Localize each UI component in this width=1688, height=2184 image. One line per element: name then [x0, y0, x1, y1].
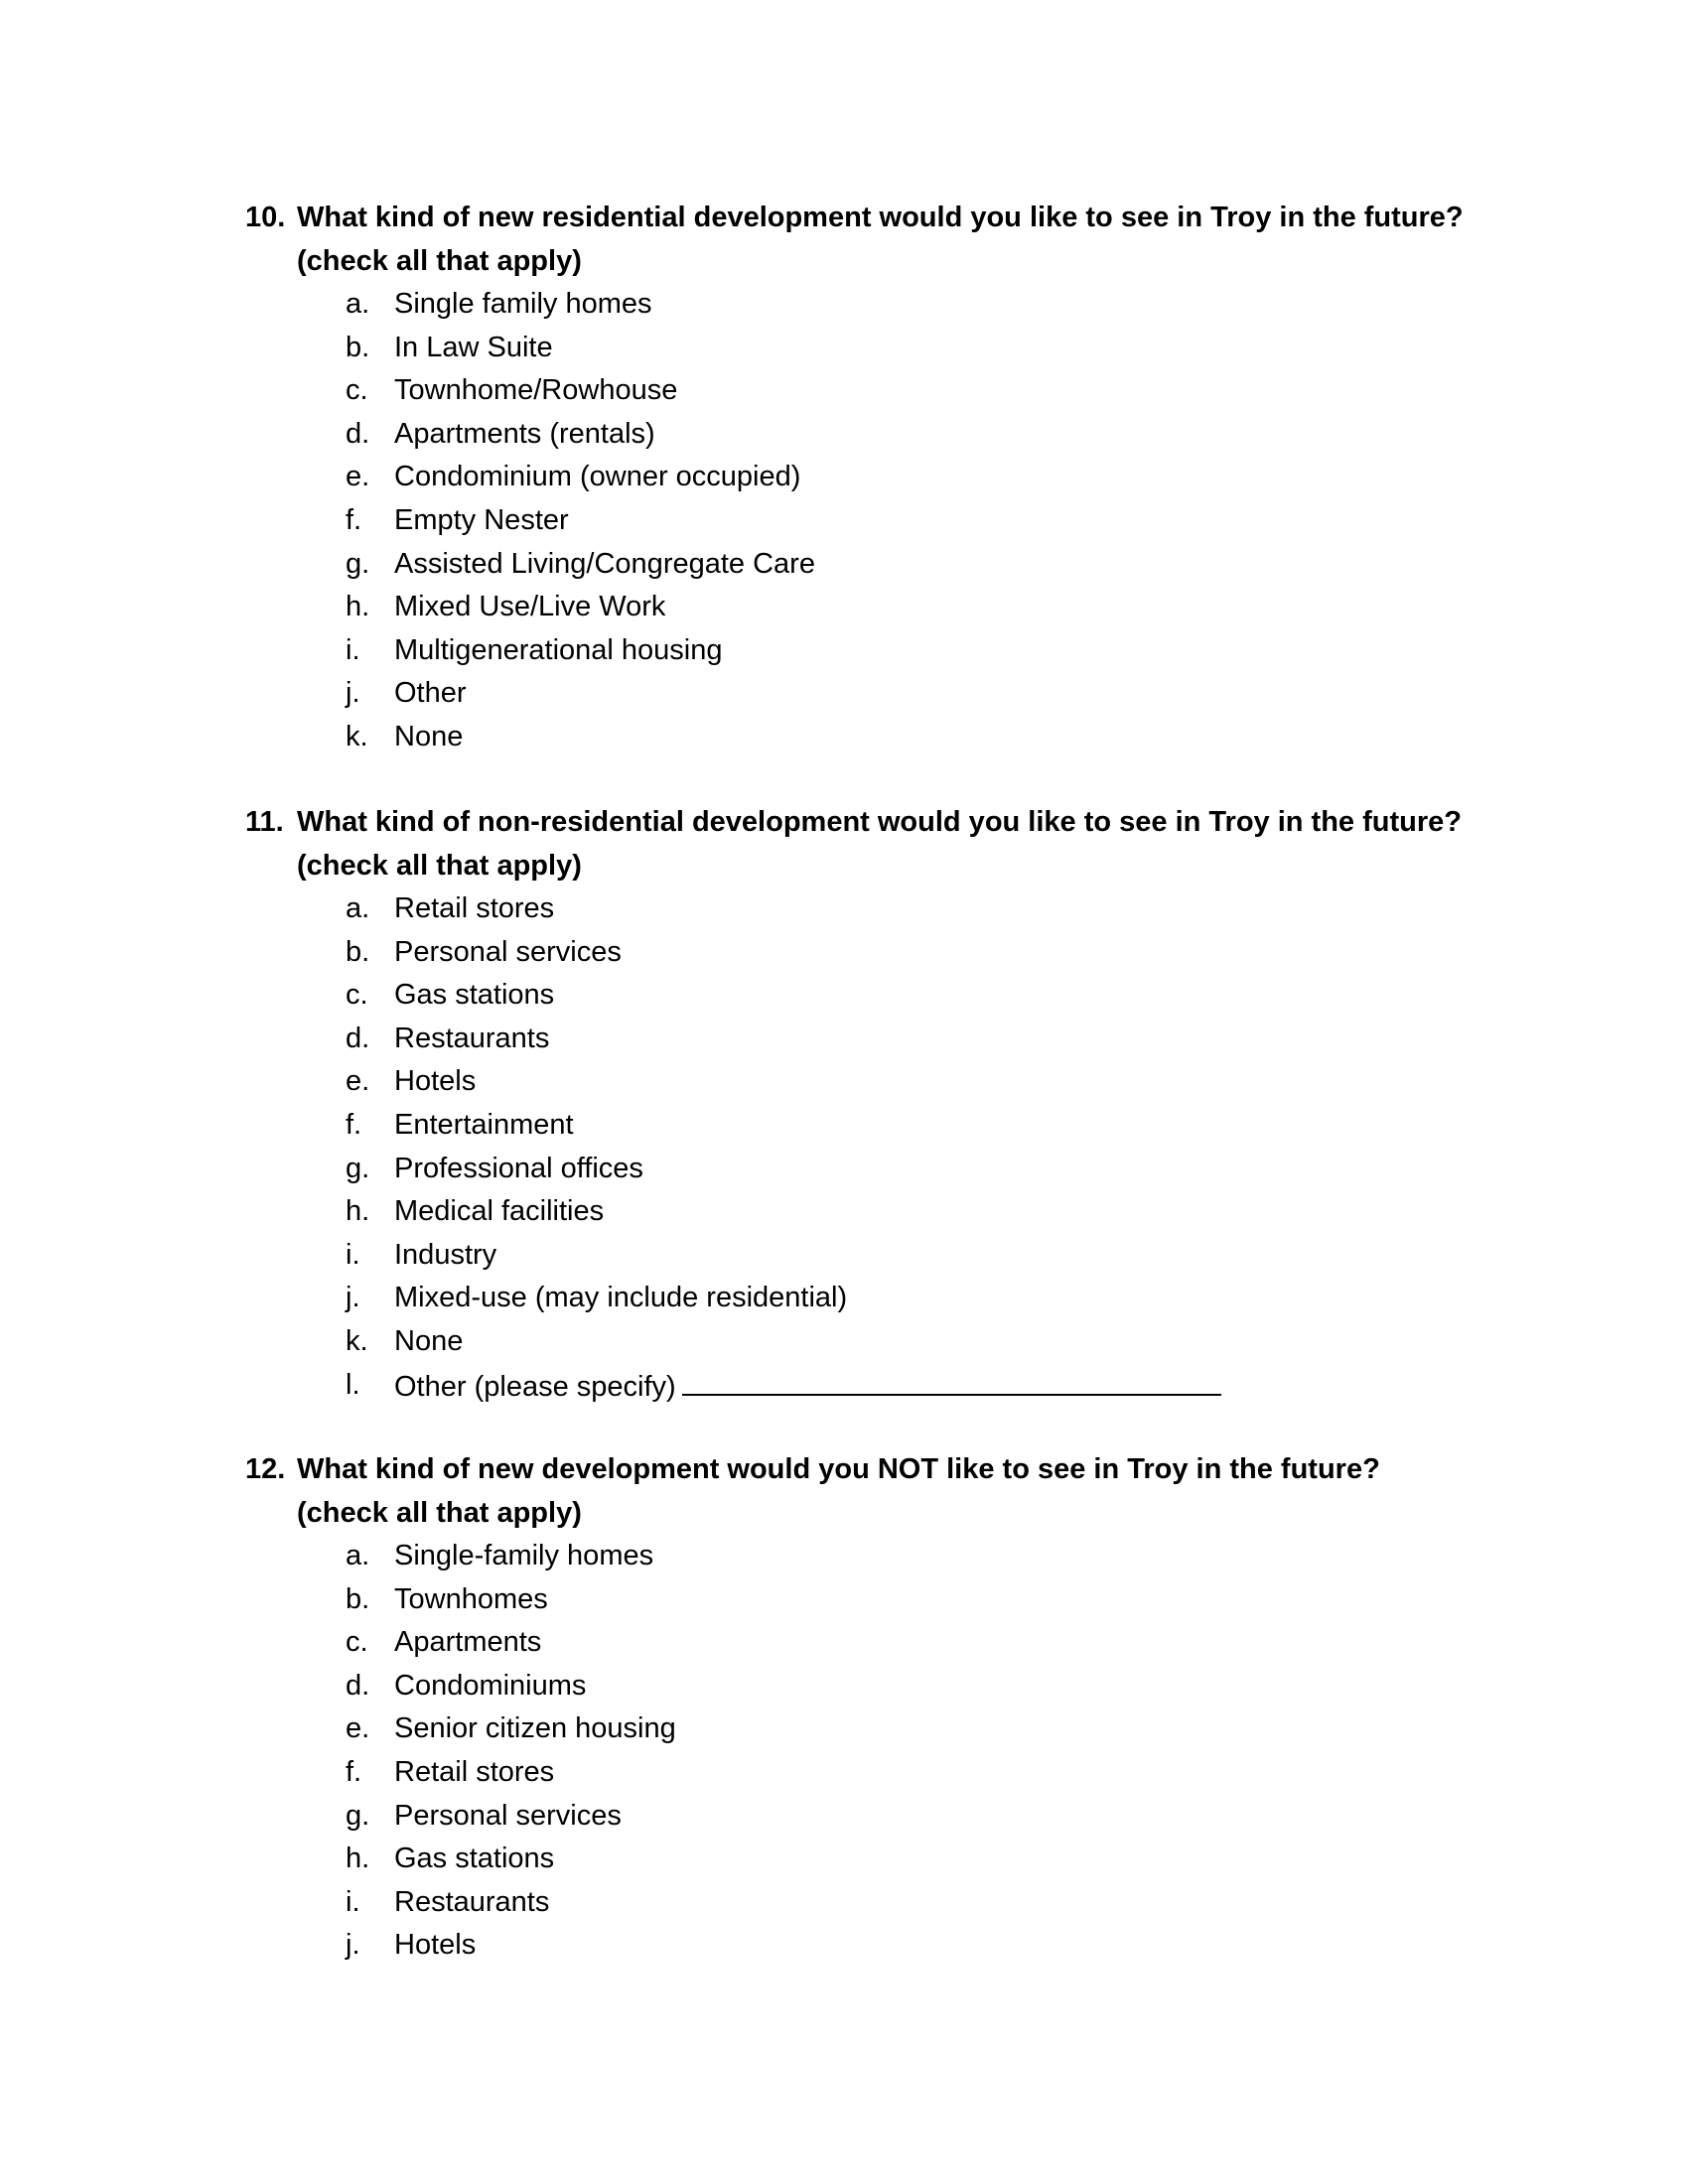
question-12 — [245, 1447, 1536, 1968]
option-item[interactable] — [245, 1924, 1536, 1968]
option-label: Restaurants — [394, 1022, 550, 1054]
option-label: Single-family homes — [394, 1540, 654, 1571]
option-item[interactable] — [245, 1277, 1536, 1320]
option-letter: i. — [346, 1238, 360, 1271]
option-label: Multigenerational housing — [394, 633, 723, 666]
option-item[interactable] — [245, 1838, 1536, 1881]
option-letter: i. — [346, 1885, 360, 1918]
option-letter: a. — [346, 288, 370, 320]
option-item[interactable] — [245, 1148, 1536, 1191]
option-list — [245, 1535, 1536, 1968]
question-instruction: (check all that apply) — [297, 1497, 582, 1529]
option-label: Entertainment — [394, 1108, 574, 1141]
option-label: In Law Suite — [394, 331, 553, 363]
option-label: Condominiums — [394, 1669, 587, 1702]
option-label: Apartments (rentals) — [394, 417, 655, 450]
option-letter: c. — [346, 1626, 368, 1659]
option-item[interactable] — [245, 1795, 1536, 1839]
option-item[interactable] — [245, 283, 1536, 327]
option-item[interactable] — [245, 1104, 1536, 1148]
option-label: Medical facilities — [394, 1195, 605, 1228]
option-label: Gas stations — [394, 1843, 555, 1875]
option-item[interactable] — [245, 413, 1536, 457]
option-label: Restaurants — [394, 1885, 550, 1918]
option-item[interactable] — [245, 931, 1536, 975]
option-letter: j. — [346, 1282, 360, 1314]
option-label: Assisted Living/Congregate Care — [394, 547, 815, 580]
option-letter: k. — [346, 1324, 368, 1357]
option-label: Mixed Use/Live Work — [394, 591, 666, 623]
option-label: Condominium (owner occupied) — [394, 461, 801, 493]
option-list — [245, 887, 1536, 1407]
option-letter: k. — [346, 720, 368, 752]
option-label: Hotels — [394, 1065, 477, 1098]
option-label: None — [394, 1324, 464, 1357]
option-letter: f. — [346, 503, 362, 536]
option-item[interactable] — [245, 1018, 1536, 1061]
option-letter: f. — [346, 1755, 362, 1788]
option-item[interactable] — [245, 887, 1536, 931]
option-label-with-blank — [394, 1364, 1221, 1410]
option-letter: g. — [346, 547, 370, 580]
question-title — [245, 800, 1536, 844]
option-item[interactable] — [245, 1665, 1536, 1708]
option-letter: j. — [346, 677, 360, 710]
option-item[interactable] — [245, 369, 1536, 413]
option-letter: j. — [346, 1929, 360, 1962]
option-letter: e. — [346, 1712, 370, 1745]
option-item[interactable] — [245, 1578, 1536, 1622]
option-item[interactable] — [245, 1234, 1536, 1278]
option-label: Retail stores — [394, 892, 555, 924]
option-item[interactable] — [245, 1751, 1536, 1795]
option-letter: a. — [346, 1540, 370, 1571]
specify-blank-line[interactable] — [682, 1364, 1221, 1396]
option-letter: a. — [346, 892, 370, 924]
option-label: Townhome/Rowhouse — [394, 374, 678, 407]
option-label: Townhomes — [394, 1582, 548, 1615]
option-label: Single family homes — [394, 288, 652, 320]
option-item[interactable] — [245, 1707, 1536, 1751]
option-item[interactable] — [245, 1060, 1536, 1104]
option-label: Gas stations — [394, 979, 555, 1012]
option-letter: d. — [346, 1669, 370, 1702]
question-number: 10. — [245, 202, 286, 233]
option-item[interactable] — [245, 1621, 1536, 1665]
option-item[interactable] — [245, 1535, 1536, 1578]
option-label: Empty Nester — [394, 503, 569, 536]
option-letter: g. — [346, 1799, 370, 1832]
option-letter: h. — [346, 1843, 370, 1875]
option-letter: i. — [346, 633, 360, 666]
option-item[interactable] — [245, 716, 1536, 759]
option-item[interactable] — [245, 1881, 1536, 1925]
option-letter: c. — [346, 374, 368, 407]
option-item[interactable] — [245, 499, 1536, 543]
question-title — [245, 1447, 1536, 1491]
option-letter: e. — [346, 461, 370, 493]
option-letter: h. — [346, 591, 370, 623]
question-title — [245, 196, 1536, 239]
question-text: What kind of non-residential development would you like to see in Troy in the future? — [297, 806, 1462, 838]
option-letter: d. — [346, 1022, 370, 1054]
option-item[interactable] — [245, 1190, 1536, 1234]
option-letter: l. — [346, 1368, 360, 1401]
option-item[interactable] — [245, 1320, 1536, 1364]
question-number: 12. — [245, 1453, 286, 1485]
option-label: None — [394, 720, 464, 752]
question-instruction: (check all that apply) — [297, 850, 582, 882]
option-label: Senior citizen housing — [394, 1712, 676, 1745]
option-label: Industry — [394, 1238, 497, 1271]
option-list — [245, 283, 1536, 759]
option-label: Mixed-use (may include residential) — [394, 1282, 848, 1314]
option-item[interactable] — [245, 629, 1536, 673]
option-item[interactable] — [245, 1364, 1536, 1408]
option-letter: c. — [346, 979, 368, 1012]
question-10 — [245, 196, 1536, 759]
option-letter: e. — [346, 1065, 370, 1098]
question-number: 11. — [245, 806, 284, 838]
option-letter: b. — [346, 331, 370, 363]
option-label: Other — [394, 677, 467, 710]
option-letter: f. — [346, 1108, 362, 1141]
question-instruction: (check all that apply) — [297, 245, 582, 277]
option-item[interactable] — [245, 672, 1536, 716]
question-11 — [245, 800, 1536, 1407]
option-letter: g. — [346, 1152, 370, 1184]
option-letter: b. — [346, 1582, 370, 1615]
option-label: Apartments — [394, 1626, 542, 1659]
option-item[interactable] — [245, 327, 1536, 370]
option-item[interactable] — [245, 456, 1536, 499]
option-item[interactable] — [245, 543, 1536, 587]
option-letter: h. — [346, 1195, 370, 1228]
option-label: Personal services — [394, 935, 622, 968]
option-letter: b. — [346, 935, 370, 968]
option-item[interactable] — [245, 974, 1536, 1018]
option-letter: d. — [346, 417, 370, 450]
option-label: Retail stores — [394, 1755, 555, 1788]
option-label: Personal services — [394, 1799, 622, 1832]
question-text: What kind of new development would you NOT like to see in Troy in the future? — [297, 1453, 1380, 1485]
question-text: What kind of new residential development would you like to see in Troy in the future? — [297, 202, 1464, 233]
option-label: Other (please specify) — [394, 1370, 676, 1403]
option-item[interactable] — [245, 586, 1536, 629]
option-label: Professional offices — [394, 1152, 643, 1184]
option-label: Hotels — [394, 1929, 477, 1962]
